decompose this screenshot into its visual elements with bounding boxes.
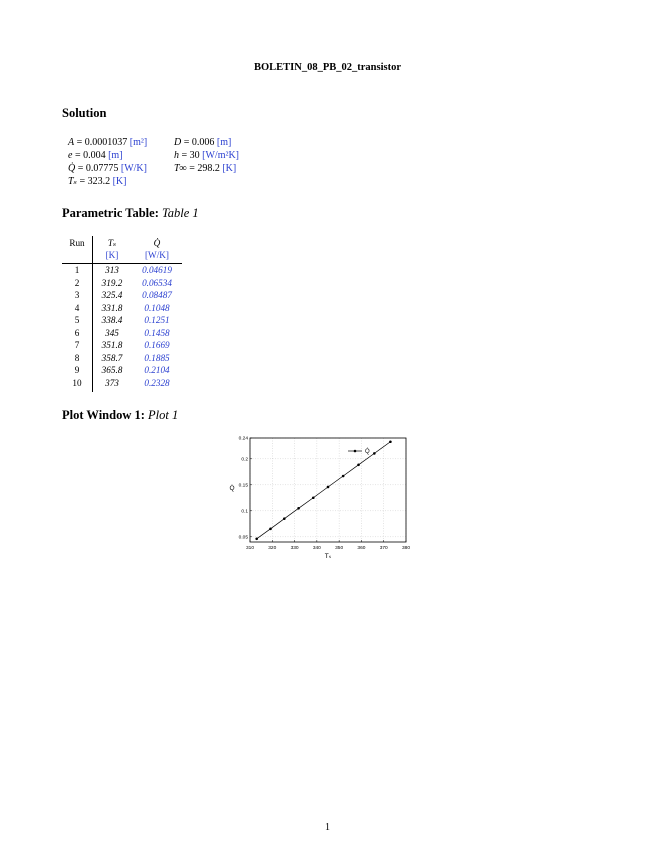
variable-value: 0.006 [191, 137, 215, 148]
parametric-table [62, 236, 187, 392]
x-tick-label: 380 [401, 546, 411, 551]
variable-symbol: h [174, 150, 179, 161]
parametric-table-label: Parametric Table: [62, 206, 159, 220]
variable-value: 0.004 [83, 150, 106, 161]
data-point [357, 463, 360, 466]
x-tick-label: 360 [357, 546, 366, 551]
x-axis-label: Tₛ [324, 553, 332, 558]
y-tick-label: 0.2 [241, 457, 248, 463]
legend-marker [354, 450, 357, 453]
document-title: BOLETIN_08_PB_02_transistor [253, 62, 401, 73]
series-line [257, 442, 391, 539]
cell-run: 8 [74, 352, 80, 363]
cell-q: 0.06534 [142, 277, 172, 288]
cell-q: 0.1669 [144, 340, 170, 350]
variable-value: 323.2 [87, 176, 111, 187]
variable-unit: [m] [108, 150, 123, 161]
variable-Q: Q̇ = 0.07775 [W/K] [68, 163, 147, 174]
chart-ticks [239, 436, 411, 551]
cell-q: 0.04619 [142, 265, 172, 275]
cell-run: 5 [74, 315, 80, 325]
data-point [283, 517, 286, 520]
variable-D: D = 0.006 [m] [174, 137, 232, 148]
plot-window-label: Plot Window 1: [62, 408, 145, 422]
cell-run: 7 [74, 340, 80, 350]
page-number: 1 [325, 822, 330, 833]
data-point [255, 537, 258, 540]
column-header-q: Q̇ [153, 238, 161, 248]
cell-q: 0.2104 [144, 365, 170, 375]
data-point [312, 496, 315, 499]
cell-run: 3 [74, 290, 80, 300]
variable-A: A = 0.0001037 [m²] [68, 137, 148, 148]
parametric-table-name: Table 1 [161, 206, 199, 220]
x-tick-label: 330 [290, 546, 299, 551]
variable-symbol: A [68, 137, 75, 148]
legend-label: Q̇ [365, 449, 370, 455]
variable-h: h = 30 [W/m²K] [174, 150, 240, 161]
x-tick-label: 310 [245, 546, 255, 551]
chart-legend [348, 448, 370, 455]
x-tick-label: 320 [268, 546, 277, 551]
data-point [389, 440, 392, 443]
data-point [297, 507, 300, 510]
cell-ts: 373 [105, 377, 119, 388]
y-tick-label: 0.1 [241, 509, 248, 515]
cell-run: 10 [72, 377, 82, 388]
cell-run: 2 [74, 277, 80, 288]
cell-ts: 345 [105, 327, 119, 338]
variable-symbol: Tₛ [68, 176, 77, 187]
table-header-rule [62, 263, 182, 264]
cell-ts: 331.8 [101, 302, 123, 313]
y-tick-label: 0.15 [238, 483, 248, 489]
cell-ts: 313 [105, 265, 119, 275]
cell-ts: 351.8 [101, 340, 123, 350]
solution-heading: Solution [62, 106, 107, 120]
plot-window-heading [62, 408, 178, 423]
variable-unit: [W/m²K] [202, 150, 240, 161]
cell-q: 0.1251 [144, 315, 170, 325]
cell-q: 0.1458 [144, 327, 170, 338]
cell-ts: 365.8 [101, 365, 123, 375]
y-tick-label: 0.05 [238, 535, 248, 541]
variable-unit: [K] [222, 163, 237, 174]
cell-run: 4 [74, 302, 80, 313]
y-tick-label: 0.24 [238, 436, 248, 442]
cell-q: 0.1885 [144, 352, 170, 363]
y-axis-label: Q̇ [229, 485, 235, 492]
data-point [373, 452, 376, 455]
cell-q: 0.08487 [142, 290, 172, 300]
x-tick-label: 350 [335, 546, 344, 551]
parametric-table-heading [62, 206, 199, 221]
cell-q: 0.2328 [144, 377, 170, 388]
data-point [269, 528, 272, 531]
variable-symbol: Q̇ [68, 163, 76, 174]
variable-Ts: Tₛ = 323.2 [K] [68, 176, 127, 187]
cell-run: 6 [74, 327, 80, 338]
variable-e: e = 0.004 [m] [68, 150, 123, 161]
variable-value: 30 [189, 150, 200, 161]
column-unit-q: [W/K] [145, 250, 169, 260]
variable-unit: [m] [216, 137, 232, 148]
variable-T-inf: T∞ = 298.2 [K] [174, 163, 237, 174]
cell-ts: 358.7 [101, 352, 123, 363]
variable-unit: [W/K] [120, 163, 147, 174]
plot-1-chart [222, 432, 418, 558]
x-tick-label: 370 [379, 546, 388, 551]
cell-run: 9 [74, 365, 80, 375]
data-point [327, 486, 330, 489]
x-tick-label: 340 [312, 546, 321, 551]
column-header-run: Run [69, 238, 85, 248]
variable-value: 0.0001037 [84, 137, 128, 148]
cell-q: 0.1048 [144, 302, 170, 313]
variable-symbol: T∞ [174, 163, 187, 174]
cell-ts: 338.4 [101, 315, 123, 325]
chart-series [255, 440, 391, 540]
variable-unit: [K] [112, 176, 127, 187]
variable-symbol: D [174, 137, 182, 148]
variable-value: 0.07775 [85, 163, 119, 174]
data-point [342, 475, 345, 478]
variable-unit: [m²] [129, 137, 148, 148]
column-header-ts: Tₛ [107, 238, 117, 248]
column-unit-ts: [K] [105, 250, 119, 260]
cell-ts: 319.2 [101, 277, 123, 288]
variable-value: 298.2 [197, 163, 220, 174]
cell-ts: 325.4 [101, 290, 123, 300]
variable-symbol: e [68, 150, 73, 161]
cell-run: 1 [74, 265, 80, 275]
plot-window-name: Plot 1 [148, 408, 179, 422]
